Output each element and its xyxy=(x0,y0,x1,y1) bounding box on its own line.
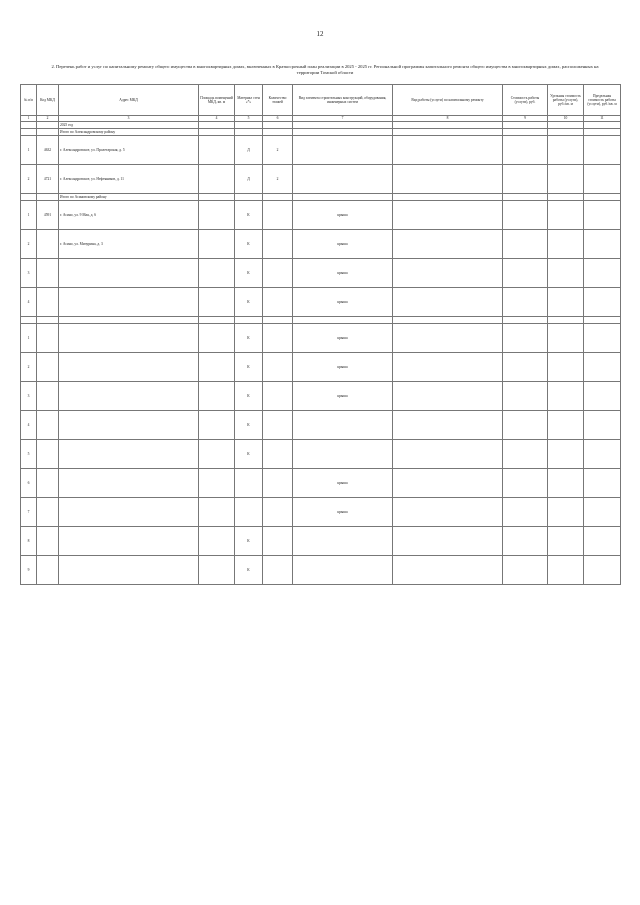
cell-floors xyxy=(263,382,293,411)
cell-element xyxy=(293,317,393,324)
cell-floors xyxy=(263,129,293,136)
cell-cost xyxy=(503,317,548,324)
cell-cost xyxy=(503,122,548,129)
cell-work xyxy=(393,259,503,288)
cell-work xyxy=(393,469,503,498)
cell-floors xyxy=(263,288,293,317)
cell-code: 4721 xyxy=(37,165,59,194)
cell-address: 2025 год xyxy=(59,122,199,129)
cell-num: 2 xyxy=(21,165,37,194)
cell-cost xyxy=(503,411,548,440)
cell-code xyxy=(37,382,59,411)
cell-num xyxy=(21,194,37,201)
cell-cost xyxy=(503,382,548,411)
cell-floors xyxy=(263,122,293,129)
cell-cost xyxy=(503,201,548,230)
cell-unit-cost xyxy=(548,556,584,585)
cell-address xyxy=(59,288,199,317)
cell-address: г. Александровское, ул. Пролетарская, д. 5 xyxy=(59,136,199,165)
cell-address: Итого по Асиновскому району xyxy=(59,194,199,201)
cell-unit-cost xyxy=(548,165,584,194)
cell-address xyxy=(59,527,199,556)
table-row xyxy=(21,527,621,556)
cell-address xyxy=(59,556,199,585)
table-row xyxy=(21,469,621,498)
cell-num xyxy=(21,129,37,136)
cell-area xyxy=(199,411,235,440)
cell-material xyxy=(235,469,263,498)
cell-cost xyxy=(503,129,548,136)
cell-address xyxy=(59,353,199,382)
cell-area xyxy=(199,440,235,469)
cell-material: К xyxy=(235,440,263,469)
index-cell: 3 xyxy=(59,116,199,122)
cell-num: 3 xyxy=(21,259,37,288)
cell-code xyxy=(37,324,59,353)
cell-code xyxy=(37,259,59,288)
header-row xyxy=(21,85,621,116)
cell-element xyxy=(293,440,393,469)
index-cell: 11 xyxy=(584,116,621,122)
index-cell: 5 xyxy=(235,116,263,122)
cell-cost xyxy=(503,498,548,527)
cell-floors xyxy=(263,201,293,230)
cell-work xyxy=(393,498,503,527)
cell-num: 2 xyxy=(21,230,37,259)
cell-num: 7 xyxy=(21,498,37,527)
cell-floors: 2 xyxy=(263,165,293,194)
cell-cost xyxy=(503,259,548,288)
cell-unit-cost xyxy=(548,411,584,440)
cell-area xyxy=(199,194,235,201)
cell-limit-cost xyxy=(584,498,621,527)
table-row xyxy=(21,122,621,129)
table-row xyxy=(21,201,621,230)
cell-unit-cost xyxy=(548,122,584,129)
cell-area xyxy=(199,136,235,165)
cell-code xyxy=(37,527,59,556)
header-element: Вид элемента строительных конструкций, оборудования, инженерных систем xyxy=(293,85,393,116)
cell-work xyxy=(393,440,503,469)
cell-address: Итого по Александровскому району xyxy=(59,129,199,136)
index-cell: 2 xyxy=(37,116,59,122)
cell-code xyxy=(37,440,59,469)
cell-unit-cost xyxy=(548,194,584,201)
cell-code xyxy=(37,288,59,317)
cell-material xyxy=(235,498,263,527)
cell-unit-cost xyxy=(548,136,584,165)
cell-element: крыша xyxy=(293,353,393,382)
cell-material: К xyxy=(235,201,263,230)
cell-address xyxy=(59,259,199,288)
cell-limit-cost xyxy=(584,324,621,353)
cell-address xyxy=(59,498,199,527)
cell-floors xyxy=(263,498,293,527)
header-material: Материал стен «*» xyxy=(235,85,263,116)
cell-element: крыша xyxy=(293,288,393,317)
cell-num: 1 xyxy=(21,136,37,165)
cell-code xyxy=(37,498,59,527)
cell-code xyxy=(37,317,59,324)
cell-element: крыша xyxy=(293,498,393,527)
cell-code: 4632 xyxy=(37,136,59,165)
index-cell: 10 xyxy=(548,116,584,122)
cell-limit-cost xyxy=(584,411,621,440)
cell-num: 4 xyxy=(21,288,37,317)
cell-floors xyxy=(263,259,293,288)
cell-num: 1 xyxy=(21,324,37,353)
cell-limit-cost xyxy=(584,469,621,498)
cell-code xyxy=(37,556,59,585)
cell-address: г. Александровское, ул. Нефтяников, д. 11 xyxy=(59,165,199,194)
cell-limit-cost xyxy=(584,194,621,201)
document-title: 2. Перечень работ и услуг по капитальному ремонту общего имущества в многоквартирных домах, включенных в Краткосрочный план реализации в 2025 - 2025 гг. Региональной программы капитального ремонта общего имущества в многоквартирных домах, расположенных на территории Томской области xyxy=(51,64,599,75)
cell-floors: 2 xyxy=(263,136,293,165)
table-row xyxy=(21,129,621,136)
table-row xyxy=(21,230,621,259)
cell-code xyxy=(37,194,59,201)
cell-code: 4591 xyxy=(37,201,59,230)
cell-unit-cost xyxy=(548,440,584,469)
cell-cost xyxy=(503,324,548,353)
cell-unit-cost xyxy=(548,259,584,288)
table-row xyxy=(21,288,621,317)
cell-unit-cost xyxy=(548,353,584,382)
cell-cost xyxy=(503,527,548,556)
cell-limit-cost xyxy=(584,288,621,317)
cell-address: г. Асино, ул. 9 Мая, д. 6 xyxy=(59,201,199,230)
cell-num: 8 xyxy=(21,527,37,556)
cell-element: крыша xyxy=(293,324,393,353)
header-unit-cost: Удельная стоимость работы (услуги), руб./кв. м xyxy=(548,85,584,116)
cell-area xyxy=(199,556,235,585)
cell-work xyxy=(393,288,503,317)
cell-material: К xyxy=(235,411,263,440)
cell-work xyxy=(393,382,503,411)
cell-floors xyxy=(263,353,293,382)
cell-address: г. Асино, ул. Мичурина, д. 3 xyxy=(59,230,199,259)
cell-work xyxy=(393,136,503,165)
cell-limit-cost xyxy=(584,527,621,556)
cell-code xyxy=(37,469,59,498)
cell-code xyxy=(37,353,59,382)
cell-work xyxy=(393,122,503,129)
cell-material: К xyxy=(235,259,263,288)
cell-floors xyxy=(263,440,293,469)
cell-num: 5 xyxy=(21,440,37,469)
cell-work xyxy=(393,324,503,353)
cell-area xyxy=(199,317,235,324)
cell-num: 1 xyxy=(21,201,37,230)
cell-work xyxy=(393,556,503,585)
cell-area xyxy=(199,324,235,353)
cell-num xyxy=(21,317,37,324)
table-row xyxy=(21,165,621,194)
table-row xyxy=(21,556,621,585)
cell-cost xyxy=(503,288,548,317)
cell-unit-cost xyxy=(548,382,584,411)
cell-limit-cost xyxy=(584,165,621,194)
cell-cost xyxy=(503,136,548,165)
cell-num: 9 xyxy=(21,556,37,585)
table-row xyxy=(21,440,621,469)
cell-floors xyxy=(263,324,293,353)
cell-material: Д xyxy=(235,165,263,194)
table-row xyxy=(21,353,621,382)
cell-address xyxy=(59,324,199,353)
cell-work xyxy=(393,201,503,230)
cell-floors xyxy=(263,411,293,440)
cell-floors xyxy=(263,194,293,201)
cell-num: 4 xyxy=(21,411,37,440)
cell-unit-cost xyxy=(548,498,584,527)
header-area: Площадь помещений МКД, кв. м xyxy=(199,85,235,116)
cell-element xyxy=(293,556,393,585)
cell-area xyxy=(199,201,235,230)
cell-work xyxy=(393,353,503,382)
table-row xyxy=(21,324,621,353)
cell-area xyxy=(199,469,235,498)
header-address: Адрес МКД xyxy=(59,85,199,116)
cell-work xyxy=(393,527,503,556)
cell-element xyxy=(293,527,393,556)
cell-unit-cost xyxy=(548,527,584,556)
cell-num: 3 xyxy=(21,382,37,411)
cell-code xyxy=(37,230,59,259)
cell-cost xyxy=(503,194,548,201)
cell-material: К xyxy=(235,230,263,259)
cell-limit-cost xyxy=(584,230,621,259)
cell-element xyxy=(293,411,393,440)
cell-area xyxy=(199,259,235,288)
cell-work xyxy=(393,411,503,440)
cell-material: К xyxy=(235,527,263,556)
header-limit-cost: Предельная стоимость работы (услуги), руб./кв. м xyxy=(584,85,621,116)
cell-material: К xyxy=(235,324,263,353)
table-row xyxy=(21,136,621,165)
header-cost: Стоимость работы (услуги), руб. xyxy=(503,85,548,116)
cell-area xyxy=(199,129,235,136)
cell-limit-cost xyxy=(584,440,621,469)
cell-num xyxy=(21,122,37,129)
cell-limit-cost xyxy=(584,122,621,129)
table-row xyxy=(21,382,621,411)
cell-area xyxy=(199,122,235,129)
cell-unit-cost xyxy=(548,317,584,324)
cell-floors xyxy=(263,230,293,259)
cell-unit-cost xyxy=(548,201,584,230)
header-num: № п/п xyxy=(21,85,37,116)
cell-work xyxy=(393,129,503,136)
cell-material: К xyxy=(235,353,263,382)
cell-work xyxy=(393,317,503,324)
cell-num: 6 xyxy=(21,469,37,498)
cell-element xyxy=(293,129,393,136)
cell-code xyxy=(37,129,59,136)
cell-limit-cost xyxy=(584,556,621,585)
cell-unit-cost xyxy=(548,469,584,498)
cell-area xyxy=(199,353,235,382)
cell-limit-cost xyxy=(584,317,621,324)
cell-material: К xyxy=(235,382,263,411)
cell-element: крыша xyxy=(293,259,393,288)
index-cell: 1 xyxy=(21,116,37,122)
cell-material xyxy=(235,194,263,201)
cell-area xyxy=(199,527,235,556)
cell-unit-cost xyxy=(548,230,584,259)
cell-limit-cost xyxy=(584,259,621,288)
cell-element xyxy=(293,122,393,129)
cell-element: крыша xyxy=(293,230,393,259)
cell-limit-cost xyxy=(584,201,621,230)
cell-area xyxy=(199,382,235,411)
cell-address xyxy=(59,317,199,324)
cell-limit-cost xyxy=(584,353,621,382)
cell-unit-cost xyxy=(548,129,584,136)
table-row xyxy=(21,317,621,324)
cell-address xyxy=(59,440,199,469)
cell-material xyxy=(235,129,263,136)
header-work: Вид работы (услуги) по капитальному ремонту xyxy=(393,85,503,116)
table-row xyxy=(21,259,621,288)
cell-address xyxy=(59,411,199,440)
cell-cost xyxy=(503,556,548,585)
table-row xyxy=(21,498,621,527)
header-code: Код МКД xyxy=(37,85,59,116)
cell-material: К xyxy=(235,288,263,317)
cell-unit-cost xyxy=(548,324,584,353)
index-cell: 4 xyxy=(199,116,235,122)
cell-material: Д xyxy=(235,136,263,165)
cell-element: крыша xyxy=(293,469,393,498)
cell-address xyxy=(59,382,199,411)
cell-element xyxy=(293,194,393,201)
cell-material xyxy=(235,317,263,324)
cell-cost xyxy=(503,469,548,498)
cell-cost xyxy=(503,440,548,469)
cell-material xyxy=(235,122,263,129)
cell-floors xyxy=(263,556,293,585)
cell-unit-cost xyxy=(548,288,584,317)
cell-area xyxy=(199,498,235,527)
cell-floors xyxy=(263,469,293,498)
cell-cost xyxy=(503,230,548,259)
cell-work xyxy=(393,165,503,194)
cell-area xyxy=(199,165,235,194)
cell-area xyxy=(199,230,235,259)
cell-code xyxy=(37,122,59,129)
header-floors: Количество этажей xyxy=(263,85,293,116)
index-cell: 9 xyxy=(503,116,548,122)
index-cell: 8 xyxy=(393,116,503,122)
cell-cost xyxy=(503,165,548,194)
works-table xyxy=(20,84,621,585)
table-body xyxy=(21,122,621,585)
cell-element: крыша xyxy=(293,382,393,411)
cell-num: 2 xyxy=(21,353,37,382)
cell-floors xyxy=(263,527,293,556)
cell-area xyxy=(199,288,235,317)
cell-limit-cost xyxy=(584,382,621,411)
table-row xyxy=(21,411,621,440)
page-number: 12 xyxy=(316,30,324,38)
cell-element xyxy=(293,136,393,165)
index-cell: 6 xyxy=(263,116,293,122)
cell-material: К xyxy=(235,556,263,585)
cell-address xyxy=(59,469,199,498)
cell-element: крыша xyxy=(293,201,393,230)
cell-work xyxy=(393,194,503,201)
cell-element xyxy=(293,165,393,194)
cell-work xyxy=(393,230,503,259)
cell-floors xyxy=(263,317,293,324)
cell-limit-cost xyxy=(584,136,621,165)
cell-code xyxy=(37,411,59,440)
cell-cost xyxy=(503,353,548,382)
table-row xyxy=(21,194,621,201)
index-cell: 7 xyxy=(293,116,393,122)
cell-limit-cost xyxy=(584,129,621,136)
